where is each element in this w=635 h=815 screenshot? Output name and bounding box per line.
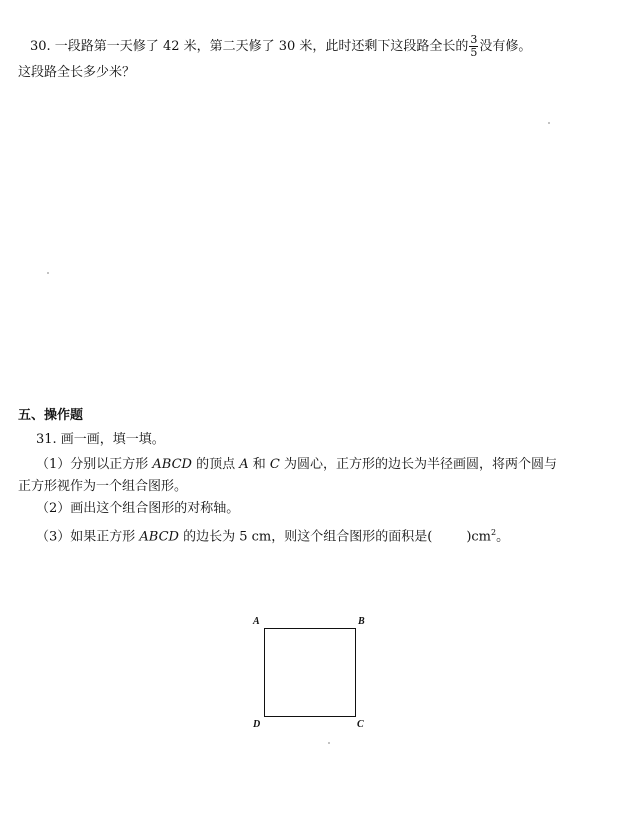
q30-line1 — [30, 34, 531, 59]
fraction-numerator: 3 — [470, 33, 478, 46]
q31-p1-vertex-a: A — [239, 457, 249, 472]
q31-p3-text-a: （3）如果正方形 — [36, 529, 140, 545]
q31-part3 — [36, 524, 509, 546]
q31-p1-text-c: 和 — [248, 457, 270, 472]
q31-p1-square-name: ABCD — [152, 457, 192, 472]
fraction-three-fifths — [469, 34, 478, 59]
section-title: 五、操作题 — [18, 408, 84, 423]
q31-p3-unit: )cm — [466, 529, 492, 545]
fraction-denominator: 5 — [470, 46, 478, 59]
q31-p1-text-b: 的顶点 — [191, 457, 240, 472]
q30-text-a: 30. 一段路第一天修了 42 米，第二天修了 30 米，此时还剩下这段路全长的 — [30, 39, 469, 54]
q31-p3-square-name: ABCD — [139, 529, 179, 545]
q31-p3-text-b: 的边长为 5 cm，则这个组合图形的面积是( — [178, 529, 433, 545]
q31-p3-period: 。 — [496, 529, 510, 545]
q31-heading: 31. 画一画，填一填。 — [36, 432, 165, 447]
q31-p1-text-d: 为圆心，正方形的边长为半径画圆，将两个圆与 — [279, 457, 557, 472]
scan-speck — [548, 122, 550, 124]
q31-p1-vertex-c: C — [269, 457, 280, 472]
q30-line2: 这段路全长多少米？ — [18, 65, 136, 80]
q31-p3-exponent: 2 — [491, 528, 497, 537]
q31-p1-text-a: （1）分别以正方形 — [36, 457, 153, 472]
vertex-label-b: B — [358, 616, 365, 627]
q31-part1-line1 — [36, 456, 557, 474]
q31-part2: （2）画出这个组合图形的对称轴。 — [36, 501, 240, 516]
q31-part1-line2: 正方形视作为一个组合图形。 — [18, 479, 188, 494]
scan-speck — [328, 742, 330, 744]
square-abcd — [264, 628, 356, 717]
vertex-label-a: A — [253, 616, 260, 627]
vertex-label-c: C — [357, 719, 364, 730]
vertex-label-d: D — [253, 719, 261, 730]
scan-speck — [47, 272, 49, 274]
q30-text-b: 没有修。 — [479, 39, 532, 54]
